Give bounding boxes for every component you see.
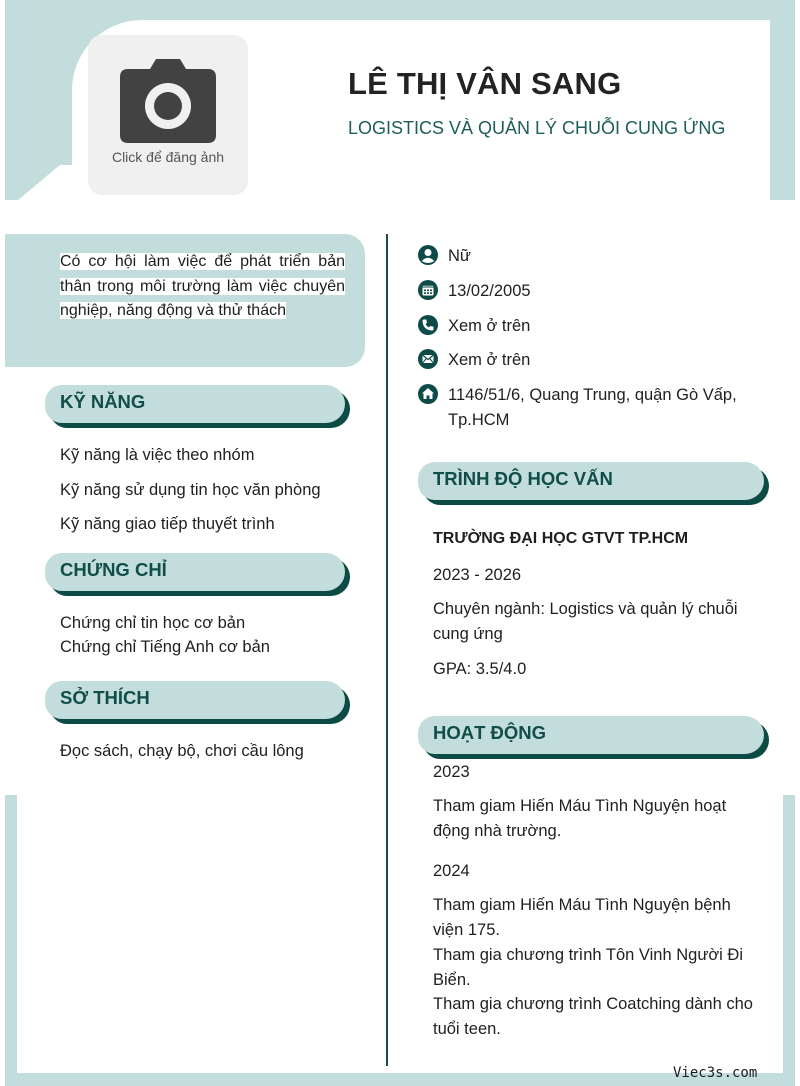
activities-heading: HOẠT ĐỘNG [418,716,764,754]
phone-text: Xem ở trên [448,317,531,335]
candidate-title: LOGISTICS VÀ QUẢN LÝ CHUỖI CUNG ỨNG [348,118,726,138]
skill-item: Kỹ năng sử dụng tin học văn phòng [60,481,321,499]
envelope-icon [418,349,438,369]
phone-icon [418,315,438,335]
skills-heading: KỸ NĂNG [45,385,345,423]
skill-item: Kỹ năng giao tiếp thuyết trình [60,515,275,533]
certificate-item: Chứng chỉ tin học cơ bản [60,614,246,632]
user-icon [418,245,438,265]
gender-text: Nữ [448,247,471,265]
home-icon [418,384,438,404]
activity-desc: Tham giam Hiến Máu Tình Nguyện bệnh viện 175. [433,896,731,939]
activity-year: 2023 [433,763,470,781]
contact-gender [418,244,738,269]
activity-desc: Tham gia chương trình Coatching dành cho tuổi teen. [433,995,753,1038]
skill-item: Kỹ năng là việc theo nhóm [60,446,255,464]
activity-desc: Tham gia chương trình Tôn Vinh Người Đi Biển. [433,946,744,989]
hobbies-heading: SỞ THÍCH [45,681,345,719]
certificate-item: Chứng chỉ Tiếng Anh cơ bản [60,638,270,656]
contact-address [418,383,738,433]
objective-text: Có cơ hội làm việc để phát triển bản thân trong môi trường làm việc chuyên nghiệp, năng động và thử thách [60,253,345,319]
avatar-caption: Click để đăng ảnh [111,149,225,165]
avatar-upload[interactable] [88,35,248,195]
school-name: TRƯỜNG ĐẠI HỌC GTVT TP.HCM [433,530,689,547]
column-divider [386,234,388,1066]
activity-desc: Tham giam Hiến Máu Tình Nguyện hoạt động nhà trường. [433,797,727,840]
activity-year: 2024 [433,862,470,880]
certificates-heading: CHỨNG CHỈ [45,553,345,591]
contact-email [418,348,738,373]
birthday-text: 13/02/2005 [448,282,531,300]
hobbies-text: Đọc sách, chạy bộ, chơi cầu lông [60,742,304,760]
candidate-name: LÊ THỊ VÂN SANG [348,66,622,101]
education-major: Chuyên ngành: Logistics và quản lý chuỗi cung ứng [433,600,738,643]
objective-box [5,234,365,367]
contact-birthday [418,279,738,304]
camera-icon [120,59,216,143]
contact-phone [418,314,738,339]
education-period: 2023 - 2026 [433,566,522,584]
education-heading: TRÌNH ĐỘ HỌC VẤN [418,462,764,500]
address-text: 1146/51/6, Quang Trung, quận Gò Vấp, Tp.HCM [448,386,737,429]
watermark: Viec3s.com [673,1065,758,1081]
education-gpa: GPA: 3.5/4.0 [433,660,527,678]
calendar-icon [418,280,438,300]
email-text: Xem ở trên [448,351,531,369]
